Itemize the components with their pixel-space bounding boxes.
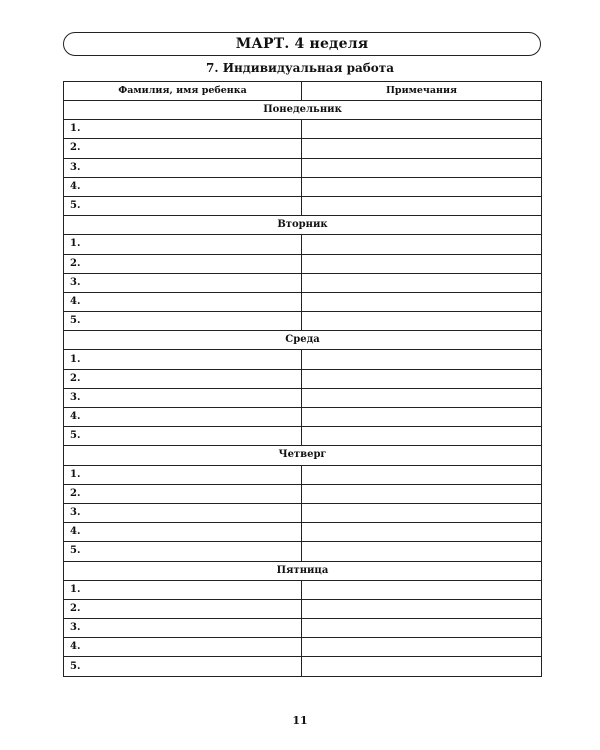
table-row (64, 312, 542, 331)
table-row (64, 235, 542, 254)
table-row (64, 254, 542, 273)
table-row (64, 657, 542, 676)
table-row (64, 139, 542, 158)
table-row (64, 273, 542, 292)
child-name-cell: 2. (64, 254, 302, 273)
child-name-cell: 3. (64, 388, 302, 407)
child-name-cell: 5. (64, 427, 302, 446)
child-name-cell: 4. (64, 292, 302, 311)
table-row (64, 158, 542, 177)
table-row (64, 120, 542, 139)
child-name-cell: 1. (64, 350, 302, 369)
notes-cell (302, 158, 542, 177)
table-row (64, 523, 542, 542)
table-row (64, 388, 542, 407)
child-name-cell: 2. (64, 484, 302, 503)
notes-cell (302, 350, 542, 369)
notes-cell (302, 120, 542, 139)
notes-cell (302, 177, 542, 196)
notes-cell (302, 254, 542, 273)
table-row (64, 599, 542, 618)
child-name-cell: 1. (64, 465, 302, 484)
child-name-cell: 3. (64, 158, 302, 177)
day-row (64, 446, 542, 465)
notes-cell (302, 580, 542, 599)
child-name-cell: 3. (64, 619, 302, 638)
table-row (64, 196, 542, 215)
notes-cell (302, 657, 542, 676)
child-name-cell: 1. (64, 120, 302, 139)
notes-cell (302, 638, 542, 657)
table-row (64, 350, 542, 369)
notes-cell (302, 599, 542, 618)
child-name-cell: 4. (64, 177, 302, 196)
child-name-cell: 1. (64, 235, 302, 254)
work-table (63, 81, 542, 677)
day-heading: Пятница (64, 561, 542, 580)
child-name-cell: 2. (64, 369, 302, 388)
child-name-cell: 4. (64, 523, 302, 542)
day-row (64, 331, 542, 350)
table-row (64, 484, 542, 503)
notes-cell (302, 408, 542, 427)
table-row (64, 369, 542, 388)
table-row (64, 619, 542, 638)
notes-cell (302, 542, 542, 561)
child-name-cell: 2. (64, 139, 302, 158)
notes-cell (302, 503, 542, 522)
day-row (64, 561, 542, 580)
child-name-cell: 5. (64, 196, 302, 215)
notes-cell (302, 484, 542, 503)
day-heading: Четверг (64, 446, 542, 465)
table-header-row (64, 82, 542, 101)
notes-cell (302, 619, 542, 638)
child-name-cell: 1. (64, 580, 302, 599)
page-number: 11 (292, 714, 308, 727)
page-banner: МАРТ. 4 неделя (63, 32, 541, 56)
table-row (64, 292, 542, 311)
notes-cell (302, 369, 542, 388)
notes-cell (302, 427, 542, 446)
child-name-cell: 3. (64, 273, 302, 292)
table-row (64, 408, 542, 427)
child-name-cell: 4. (64, 408, 302, 427)
child-name-cell: 5. (64, 542, 302, 561)
notes-cell (302, 196, 542, 215)
table-row (64, 465, 542, 484)
section-title: 7. Индивидуальная работа (205, 61, 394, 75)
table-row (64, 177, 542, 196)
child-name-cell: 3. (64, 503, 302, 522)
notes-cell (302, 465, 542, 484)
column-header-name: Фамилия, имя ребенка (64, 82, 302, 101)
table-row (64, 503, 542, 522)
day-heading: Понедельник (64, 101, 542, 120)
table-body (64, 101, 542, 677)
day-row (64, 101, 542, 120)
notes-cell (302, 312, 542, 331)
day-heading: Среда (64, 331, 542, 350)
child-name-cell: 5. (64, 657, 302, 676)
table-row (64, 638, 542, 657)
table-row (64, 580, 542, 599)
notes-cell (302, 139, 542, 158)
day-row (64, 216, 542, 235)
notes-cell (302, 523, 542, 542)
table-row (64, 542, 542, 561)
notes-cell (302, 388, 542, 407)
notes-cell (302, 273, 542, 292)
child-name-cell: 4. (64, 638, 302, 657)
notes-cell (302, 235, 542, 254)
child-name-cell: 5. (64, 312, 302, 331)
column-header-notes: Примечания (302, 82, 542, 101)
child-name-cell: 2. (64, 599, 302, 618)
day-heading: Вторник (64, 216, 542, 235)
table-row (64, 427, 542, 446)
notes-cell (302, 292, 542, 311)
